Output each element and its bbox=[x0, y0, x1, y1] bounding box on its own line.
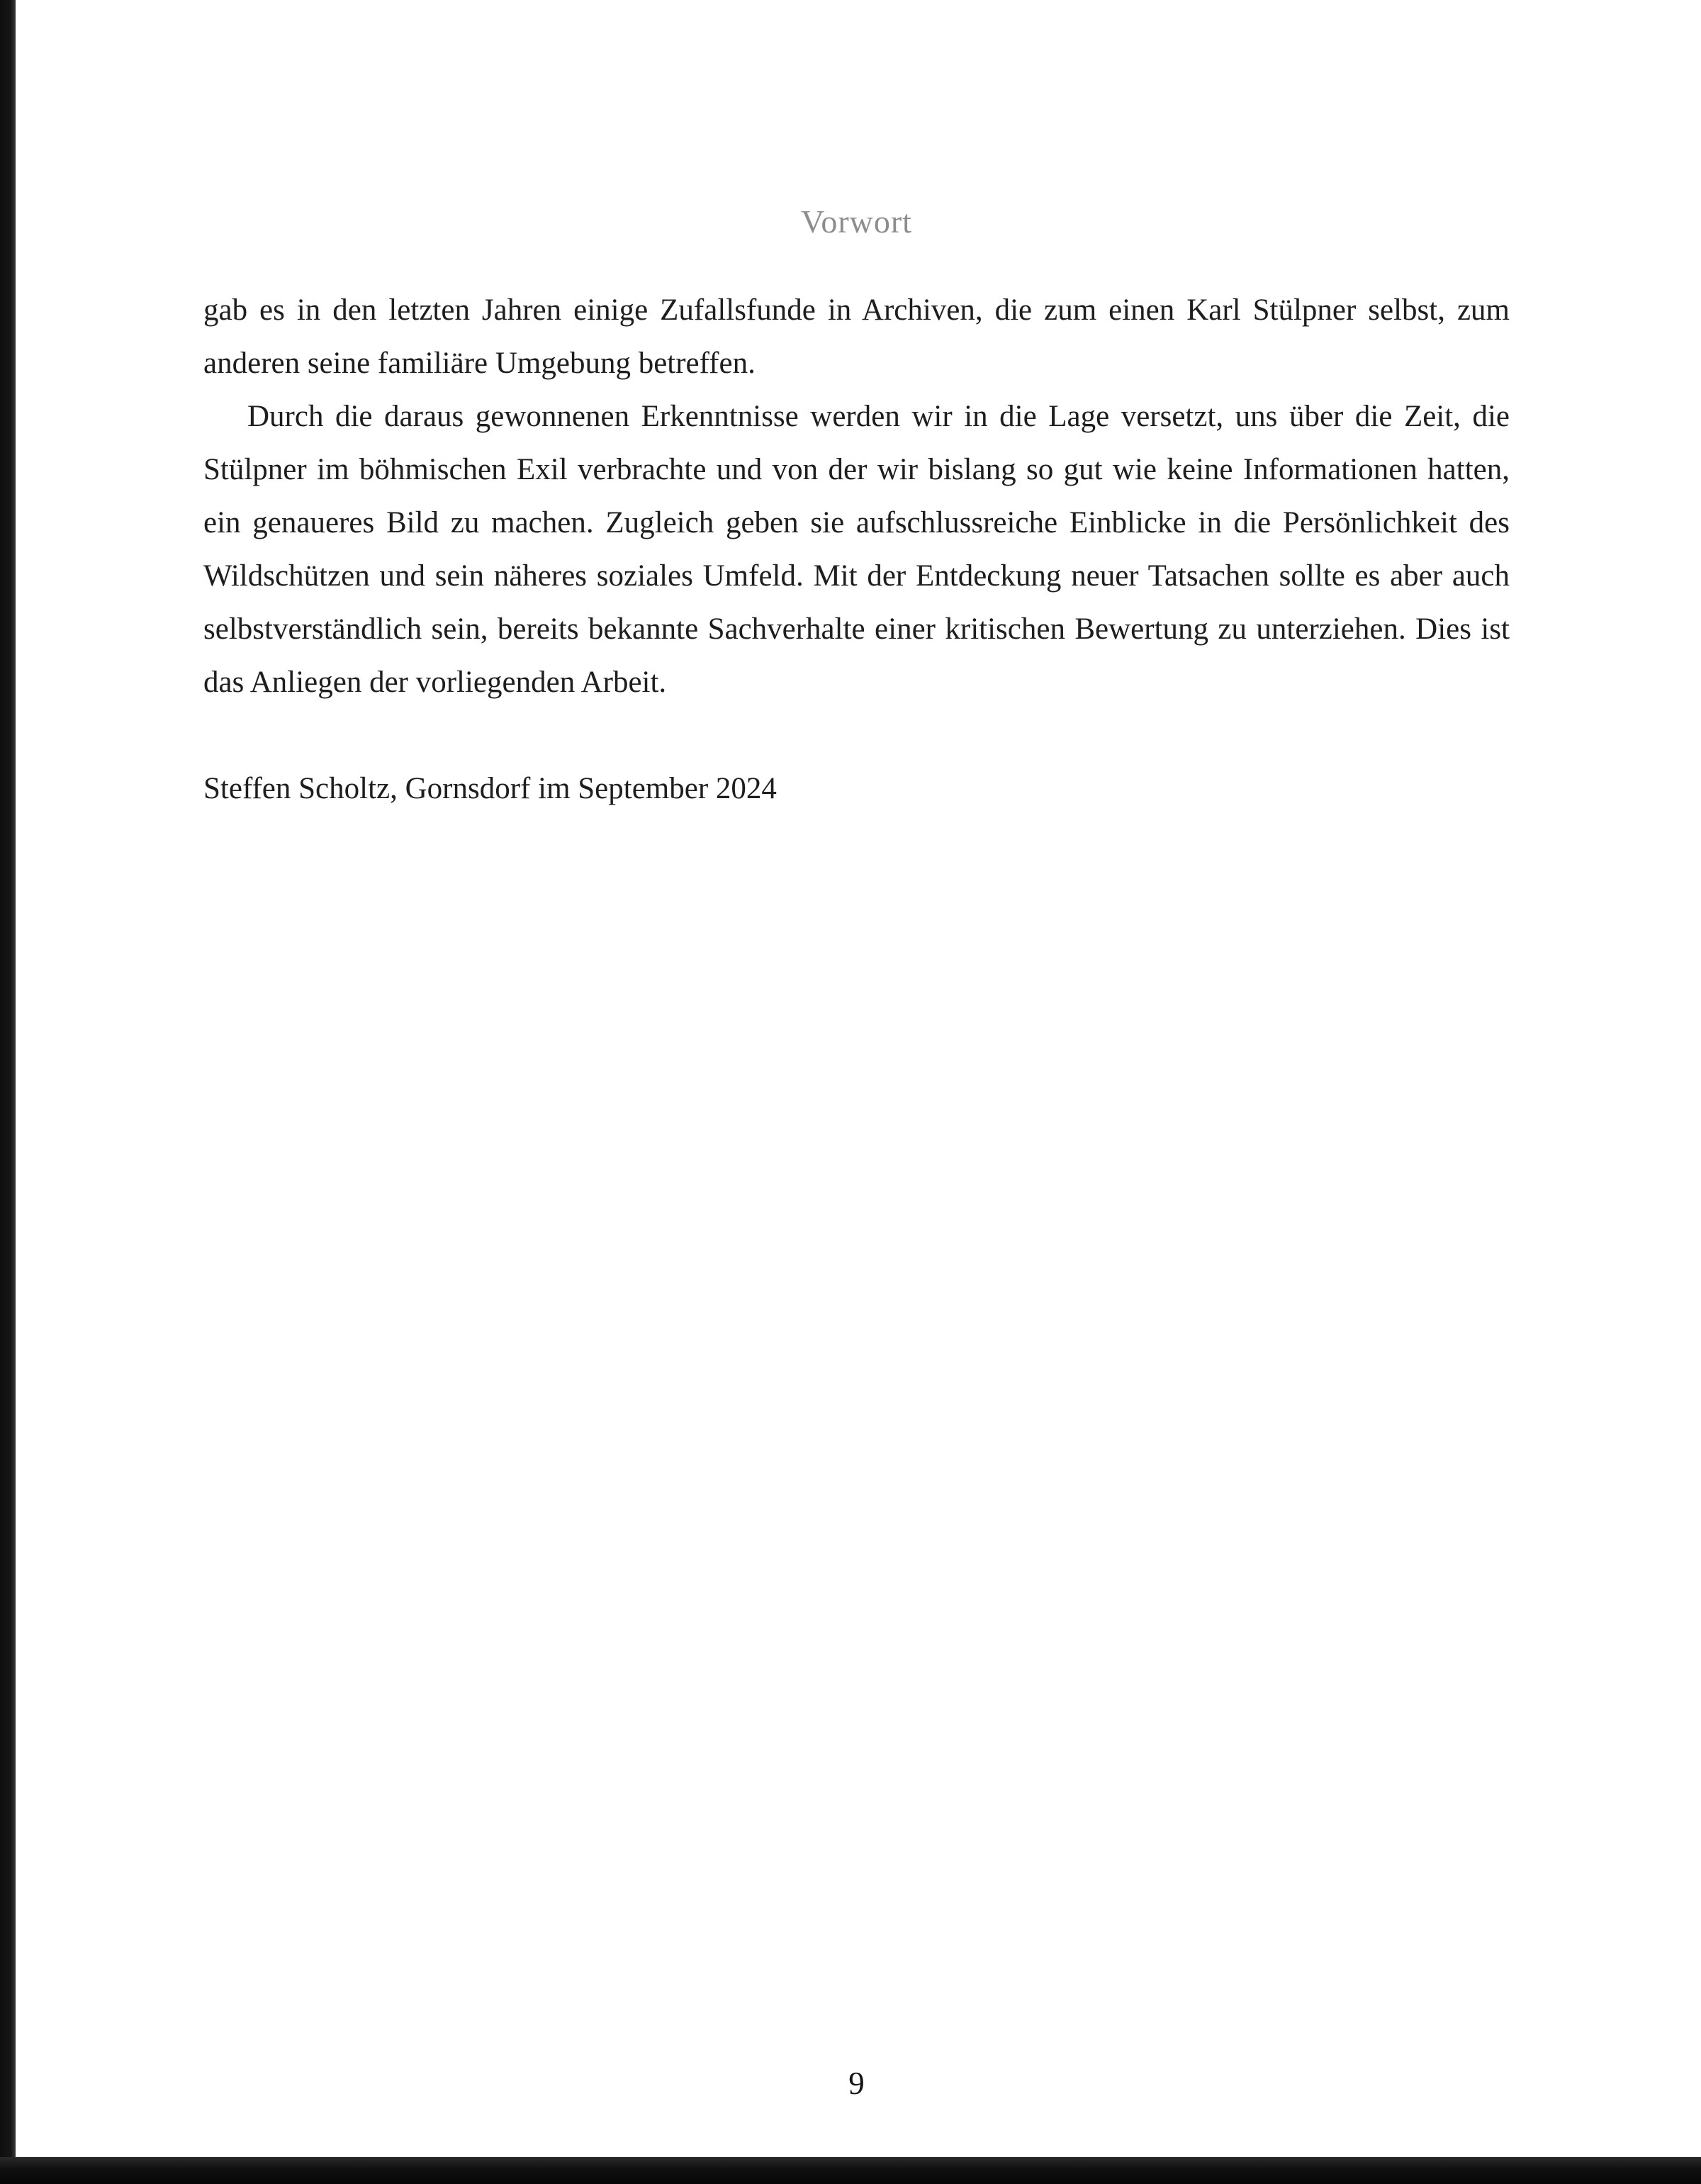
scan-edge-left bbox=[0, 0, 16, 2184]
page-number: 9 bbox=[848, 2066, 865, 2101]
signature-line: Steffen Scholtz, Gornsdorf im September 2024 bbox=[203, 772, 777, 805]
paragraph: gab es in den letzten Jahren einige Zufallsfunde in Archiven, die zum einen Karl Stülpner selbst, zum anderen seine familiäre Umgebung betreffen. bbox=[203, 293, 1510, 380]
body-text-block bbox=[203, 284, 1510, 815]
paragraph: Durch die daraus gewonnenen Erkenntnisse werden wir in die Lage versetzt, uns über die Zeit, die Stülpner im böhmischen Exil verbrachte und von der wir bislang so gut wie keine Informationen hatten, ein genaueres Bild zu machen. Zugleich geben sie aufschlussreiche Einblicke in die Persönlichkeit des Wildschützen und sein näheres soziales Umfeld. Mit der Entdeckung neuer Tatsachen sollte es aber auch selbstverständlich sein, bereits bekannte Sachverhalte einer kritischen Bewertung zu unterziehen. Dies ist das Anliegen der vorliegenden Arbeit. bbox=[203, 400, 1510, 699]
scan-edge-bottom bbox=[0, 2157, 1701, 2184]
running-head: Vorwort bbox=[801, 203, 912, 240]
